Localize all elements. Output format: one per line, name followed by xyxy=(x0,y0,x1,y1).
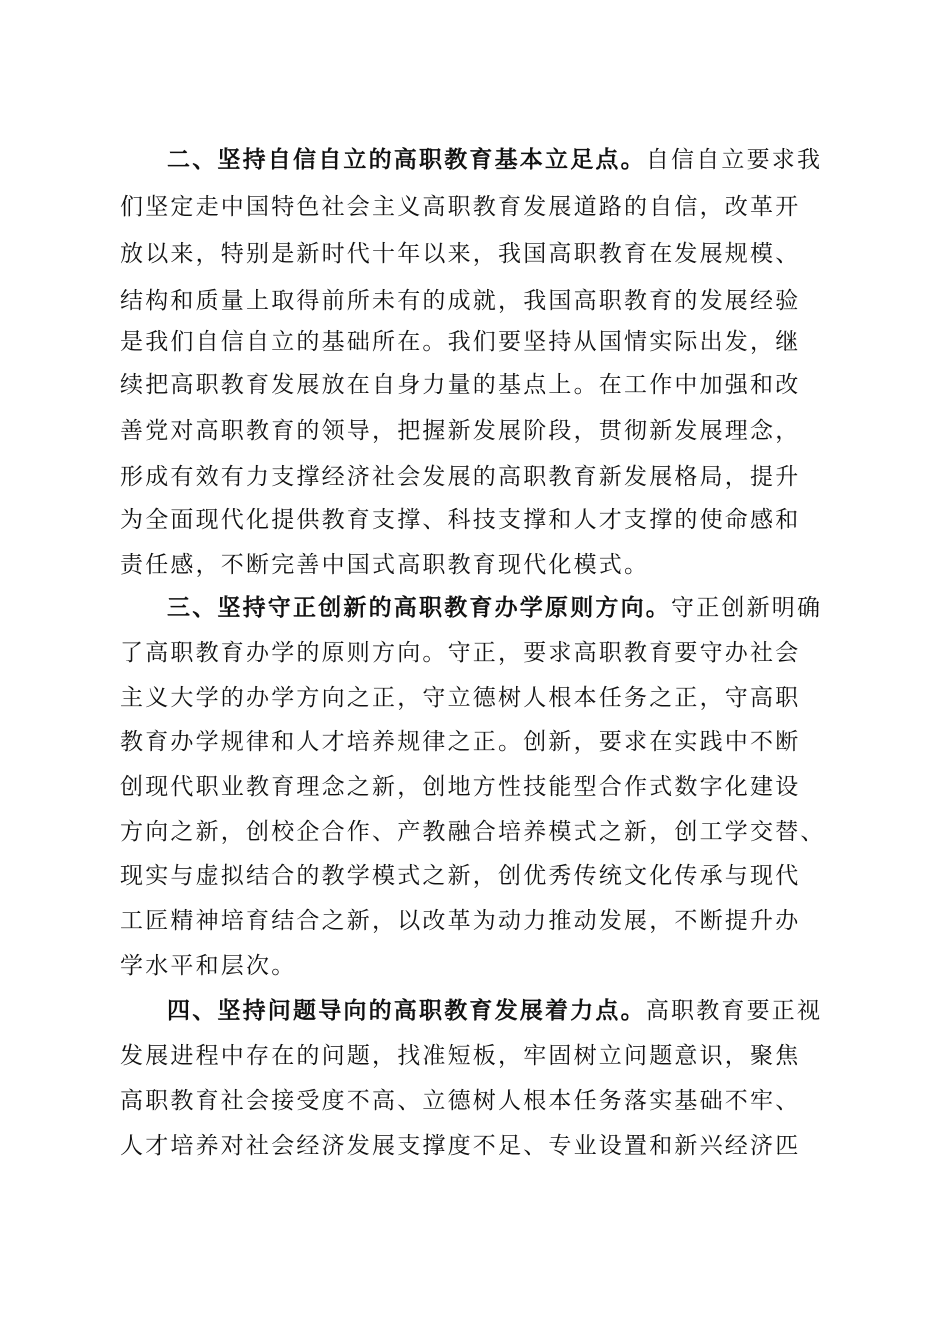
paragraph-line: 发展进程中存在的问题，找准短板，牢固树立问题意识，聚焦 xyxy=(120,1043,801,1069)
paragraph-line: 们坚定走中国特色社会主义高职教育发展道路的自信，改革开 xyxy=(120,194,801,220)
paragraph-line: 续把高职教育发展放在自身力量的基点上。在工作中加强和改 xyxy=(120,372,801,398)
paragraph-line: 教育办学规律和人才培养规律之正。创新，要求在实践中不断 xyxy=(120,729,801,755)
paragraph-text: 自信自立要求我 xyxy=(645,147,823,173)
paragraph-line: 结构和质量上取得前所未有的成就，我国高职教育的发展经验 xyxy=(120,288,801,314)
paragraph-line: 是我们自信自立的基础所在。我们要坚持从国情实际出发，继 xyxy=(120,329,801,355)
section-heading: 二、坚持自信自立的高职教育基本立足点。 xyxy=(167,147,646,173)
paragraph-line: 放以来，特别是新时代十年以来，我国高职教育在发展规模、 xyxy=(120,241,801,267)
paragraph-line: 现实与虚拟结合的教学模式之新，创优秀传统文化传承与现代 xyxy=(120,863,801,889)
paragraph-line: 方向之新，创校企合作、产教融合培养模式之新，创工学交替、 xyxy=(120,819,826,845)
paragraph-line: 人才培养对社会经济发展支撑度不足、专业设置和新兴经济匹 xyxy=(120,1133,801,1159)
paragraph-text: 高职教育要正视 xyxy=(645,998,823,1024)
paragraph-line xyxy=(167,145,832,175)
section-heading: 三、坚持守正创新的高职教育办学原则方向。 xyxy=(167,595,671,621)
paragraph-line: 形成有效有力支撑经济社会发展的高职教育新发展格局，提升 xyxy=(120,464,801,490)
section-heading: 四、坚持问题导向的高职教育发展着力点。 xyxy=(167,998,646,1024)
paragraph-line: 创现代职业教育理念之新，创地方性技能型合作式数字化建设 xyxy=(120,774,801,800)
paragraph-line: 主义大学的办学方向之正，守立德树人根本任务之正，守高职 xyxy=(120,685,801,711)
paragraph-line: 工匠精神培育结合之新，以改革为动力推动发展，不断提升办 xyxy=(120,908,801,934)
paragraph-line: 了高职教育办学的原则方向。守正，要求高职教育要守办社会 xyxy=(120,640,801,666)
paragraph-line xyxy=(167,996,832,1026)
paragraph-line: 为全面现代化提供教育支撑、科技支撑和人才支撑的使命感和 xyxy=(120,507,801,533)
paragraph-line: 责任感，不断完善中国式高职教育现代化模式。 xyxy=(120,552,650,578)
paragraph-line: 学水平和层次。 xyxy=(120,953,297,979)
paragraph-text: 守正创新明确 xyxy=(671,595,823,621)
paragraph-line: 善党对高职教育的领导，把握新发展阶段，贯彻新发展理念， xyxy=(120,418,801,444)
paragraph-line xyxy=(167,593,832,623)
paragraph-line: 高职教育社会接受度不高、立德树人根本任务落实基础不牢、 xyxy=(120,1088,801,1114)
